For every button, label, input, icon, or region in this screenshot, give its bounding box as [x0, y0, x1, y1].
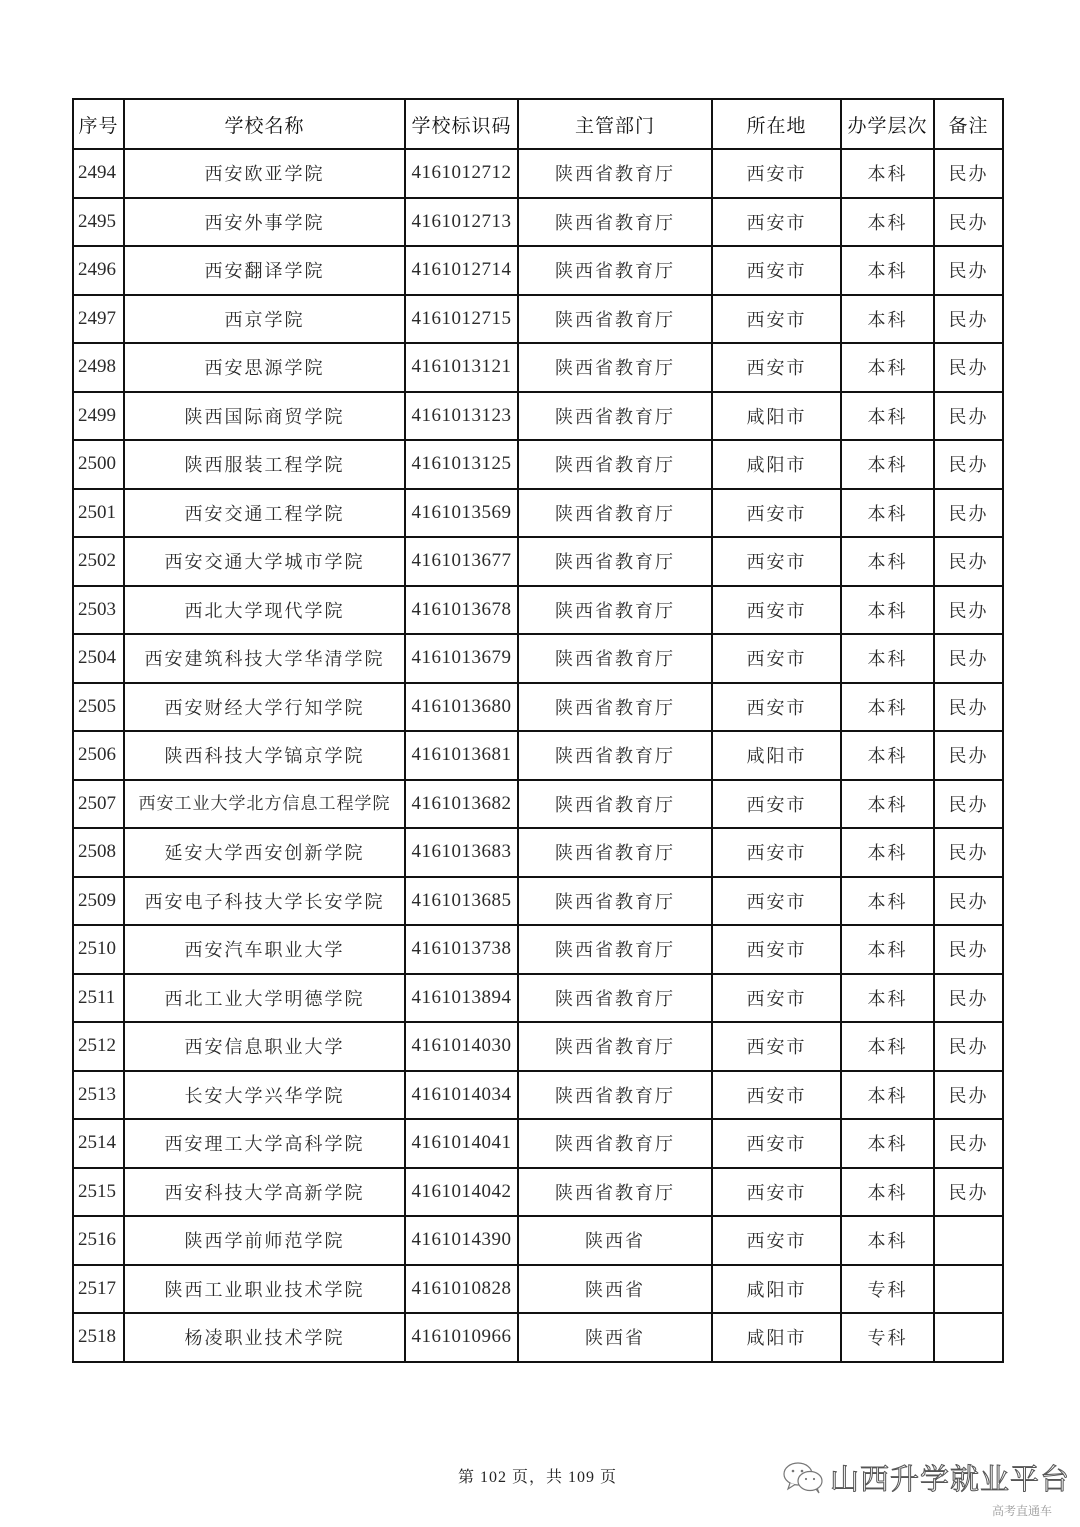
- table-row: [73, 1022, 1003, 1071]
- note-cell: 民办: [934, 343, 1003, 392]
- school-code-cell: 4161013121: [405, 343, 518, 392]
- location-cell: 西安市: [712, 198, 841, 247]
- level-cell: 本科: [841, 246, 934, 295]
- school-code-cell: 4161014030: [405, 1022, 518, 1071]
- seq-cell: 2510: [73, 925, 124, 974]
- table-row: [73, 1313, 1003, 1362]
- school-name-cell: 西安理工大学高科学院: [124, 1119, 405, 1168]
- location-cell: 西安市: [712, 634, 841, 683]
- department-cell: 陕西省教育厅: [518, 489, 712, 538]
- school-code-cell: 4161013738: [405, 925, 518, 974]
- location-cell: 西安市: [712, 489, 841, 538]
- level-cell: 本科: [841, 877, 934, 926]
- school-code-cell: 4161010966: [405, 1313, 518, 1362]
- location-cell: 西安市: [712, 1119, 841, 1168]
- school-code-cell: 4161013123: [405, 392, 518, 441]
- level-cell: 本科: [841, 780, 934, 829]
- note-cell: [934, 1265, 1003, 1314]
- location-cell: 西安市: [712, 828, 841, 877]
- seq-cell: 2512: [73, 1022, 124, 1071]
- seq-cell: 2509: [73, 877, 124, 926]
- school-code-cell: 4161012712: [405, 149, 518, 198]
- school-code-cell: 4161013681: [405, 731, 518, 780]
- seq-cell: 2518: [73, 1313, 124, 1362]
- level-cell: 本科: [841, 537, 934, 586]
- school-name-cell: 西北工业大学明德学院: [124, 974, 405, 1023]
- note-cell: 民办: [934, 634, 1003, 683]
- table-row: [73, 974, 1003, 1023]
- level-cell: 本科: [841, 586, 934, 635]
- school-name-cell: 陕西工业职业技术学院: [124, 1265, 405, 1314]
- header-school-code: 学校标识码: [405, 99, 518, 149]
- department-cell: 陕西省教育厅: [518, 586, 712, 635]
- school-name-cell: 西安交通大学城市学院: [124, 537, 405, 586]
- seq-cell: 2504: [73, 634, 124, 683]
- location-cell: 咸阳市: [712, 440, 841, 489]
- table-row: [73, 489, 1003, 538]
- location-cell: 西安市: [712, 537, 841, 586]
- note-cell: [934, 1313, 1003, 1362]
- school-code-cell: 4161013682: [405, 780, 518, 829]
- department-cell: 陕西省教育厅: [518, 440, 712, 489]
- school-name-cell: 西安建筑科技大学华清学院: [124, 634, 405, 683]
- watermark-subtitle: 高考直通车: [991, 1504, 1052, 1518]
- department-cell: 陕西省教育厅: [518, 780, 712, 829]
- seq-cell: 2503: [73, 586, 124, 635]
- table-row: [73, 1168, 1003, 1217]
- location-cell: 西安市: [712, 877, 841, 926]
- level-cell: 本科: [841, 925, 934, 974]
- school-name-cell: 西安工业大学北方信息工程学院: [124, 780, 405, 829]
- school-name-cell: 西安欧亚学院: [124, 149, 405, 198]
- level-cell: 本科: [841, 392, 934, 441]
- school-code-cell: 4161013677: [405, 537, 518, 586]
- table-row: [73, 440, 1003, 489]
- level-cell: 本科: [841, 634, 934, 683]
- seq-cell: 2507: [73, 780, 124, 829]
- table-row: [73, 537, 1003, 586]
- school-code-cell: 4161014042: [405, 1168, 518, 1217]
- header-department: 主管部门: [518, 99, 712, 149]
- table-row: [73, 343, 1003, 392]
- level-cell: 本科: [841, 295, 934, 344]
- table-body: [73, 149, 1003, 1362]
- school-name-cell: 陕西服装工程学院: [124, 440, 405, 489]
- school-name-cell: 西安电子科技大学长安学院: [124, 877, 405, 926]
- table-row: [73, 1265, 1003, 1314]
- school-name-cell: 长安大学兴华学院: [124, 1071, 405, 1120]
- table-row: [73, 246, 1003, 295]
- department-cell: 陕西省教育厅: [518, 392, 712, 441]
- department-cell: 陕西省: [518, 1216, 712, 1265]
- level-cell: 本科: [841, 198, 934, 247]
- note-cell: 民办: [934, 198, 1003, 247]
- school-code-cell: 4161013685: [405, 877, 518, 926]
- note-cell: 民办: [934, 392, 1003, 441]
- location-cell: 咸阳市: [712, 392, 841, 441]
- school-name-cell: 西安科技大学高新学院: [124, 1168, 405, 1217]
- location-cell: 西安市: [712, 295, 841, 344]
- department-cell: 陕西省教育厅: [518, 1168, 712, 1217]
- note-cell: 民办: [934, 1022, 1003, 1071]
- school-name-cell: 西北大学现代学院: [124, 586, 405, 635]
- seq-cell: 2501: [73, 489, 124, 538]
- level-cell: 本科: [841, 149, 934, 198]
- school-list-table: [72, 98, 1004, 1363]
- department-cell: 陕西省教育厅: [518, 634, 712, 683]
- school-code-cell: 4161014390: [405, 1216, 518, 1265]
- school-name-cell: 杨凌职业技术学院: [124, 1313, 405, 1362]
- note-cell: 民办: [934, 537, 1003, 586]
- school-code-cell: 4161013569: [405, 489, 518, 538]
- seq-cell: 2511: [73, 974, 124, 1023]
- department-cell: 陕西省教育厅: [518, 877, 712, 926]
- seq-cell: 2515: [73, 1168, 124, 1217]
- school-name-cell: 陕西科技大学镐京学院: [124, 731, 405, 780]
- level-cell: 专科: [841, 1265, 934, 1314]
- level-cell: 本科: [841, 828, 934, 877]
- school-code-cell: 4161013678: [405, 586, 518, 635]
- note-cell: 民办: [934, 1168, 1003, 1217]
- page-number: 第 102 页，共 109 页: [458, 1469, 618, 1486]
- location-cell: 西安市: [712, 1168, 841, 1217]
- department-cell: 陕西省教育厅: [518, 974, 712, 1023]
- location-cell: 西安市: [712, 149, 841, 198]
- note-cell: 民办: [934, 295, 1003, 344]
- header-note: 备注: [934, 99, 1003, 149]
- school-name-cell: 陕西国际商贸学院: [124, 392, 405, 441]
- note-cell: 民办: [934, 780, 1003, 829]
- seq-cell: 2494: [73, 149, 124, 198]
- level-cell: 专科: [841, 1313, 934, 1362]
- table-header-row: [73, 99, 1003, 149]
- location-cell: 西安市: [712, 586, 841, 635]
- seq-cell: 2516: [73, 1216, 124, 1265]
- school-code-cell: 4161012715: [405, 295, 518, 344]
- note-cell: 民办: [934, 440, 1003, 489]
- note-cell: 民办: [934, 974, 1003, 1023]
- header-seq: 序号: [73, 99, 124, 149]
- seq-cell: 2505: [73, 683, 124, 732]
- table-row: [73, 828, 1003, 877]
- level-cell: 本科: [841, 683, 934, 732]
- table-row: [73, 586, 1003, 635]
- seq-cell: 2495: [73, 198, 124, 247]
- table-row: [73, 683, 1003, 732]
- header-school-name: 学校名称: [124, 99, 405, 149]
- level-cell: 本科: [841, 1022, 934, 1071]
- school-name-cell: 西安交通工程学院: [124, 489, 405, 538]
- table-row: [73, 198, 1003, 247]
- table-row: [73, 149, 1003, 198]
- seq-cell: 2498: [73, 343, 124, 392]
- department-cell: 陕西省教育厅: [518, 731, 712, 780]
- school-name-cell: 西京学院: [124, 295, 405, 344]
- school-code-cell: 4161010828: [405, 1265, 518, 1314]
- location-cell: 西安市: [712, 343, 841, 392]
- header-level: 办学层次: [841, 99, 934, 149]
- note-cell: 民办: [934, 149, 1003, 198]
- school-code-cell: 4161013894: [405, 974, 518, 1023]
- level-cell: 本科: [841, 440, 934, 489]
- school-code-cell: 4161013680: [405, 683, 518, 732]
- note-cell: 民办: [934, 489, 1003, 538]
- department-cell: 陕西省教育厅: [518, 537, 712, 586]
- seq-cell: 2508: [73, 828, 124, 877]
- school-name-cell: 西安汽车职业大学: [124, 925, 405, 974]
- school-name-cell: 西安财经大学行知学院: [124, 683, 405, 732]
- school-name-cell: 西安信息职业大学: [124, 1022, 405, 1071]
- level-cell: 本科: [841, 731, 934, 780]
- school-code-cell: 4161012713: [405, 198, 518, 247]
- level-cell: 本科: [841, 343, 934, 392]
- department-cell: 陕西省教育厅: [518, 295, 712, 344]
- department-cell: 陕西省教育厅: [518, 198, 712, 247]
- location-cell: 咸阳市: [712, 1313, 841, 1362]
- school-code-cell: 4161013679: [405, 634, 518, 683]
- department-cell: 陕西省教育厅: [518, 246, 712, 295]
- level-cell: 本科: [841, 1119, 934, 1168]
- school-code-cell: 4161013683: [405, 828, 518, 877]
- seq-cell: 2506: [73, 731, 124, 780]
- table-row: [73, 1071, 1003, 1120]
- seq-cell: 2513: [73, 1071, 124, 1120]
- table-row: [73, 392, 1003, 441]
- school-name-cell: 陕西学前师范学院: [124, 1216, 405, 1265]
- location-cell: 西安市: [712, 1071, 841, 1120]
- location-cell: 西安市: [712, 1216, 841, 1265]
- school-name-cell: 西安外事学院: [124, 198, 405, 247]
- table-row: [73, 634, 1003, 683]
- table-row: [73, 925, 1003, 974]
- level-cell: 本科: [841, 1216, 934, 1265]
- department-cell: 陕西省: [518, 1313, 712, 1362]
- seq-cell: 2499: [73, 392, 124, 441]
- note-cell: 民办: [934, 877, 1003, 926]
- table-row: [73, 295, 1003, 344]
- table-row: [73, 877, 1003, 926]
- note-cell: 民办: [934, 683, 1003, 732]
- note-cell: 民办: [934, 925, 1003, 974]
- location-cell: 西安市: [712, 246, 841, 295]
- department-cell: 陕西省教育厅: [518, 343, 712, 392]
- seq-cell: 2500: [73, 440, 124, 489]
- note-cell: 民办: [934, 828, 1003, 877]
- table-row: [73, 1216, 1003, 1265]
- department-cell: 陕西省教育厅: [518, 1119, 712, 1168]
- level-cell: 本科: [841, 1071, 934, 1120]
- school-code-cell: 4161013125: [405, 440, 518, 489]
- note-cell: 民办: [934, 1071, 1003, 1120]
- department-cell: 陕西省教育厅: [518, 925, 712, 974]
- school-name-cell: 延安大学西安创新学院: [124, 828, 405, 877]
- location-cell: 西安市: [712, 683, 841, 732]
- department-cell: 陕西省教育厅: [518, 1022, 712, 1071]
- location-cell: 西安市: [712, 780, 841, 829]
- table-row: [73, 1119, 1003, 1168]
- location-cell: 西安市: [712, 974, 841, 1023]
- seq-cell: 2496: [73, 246, 124, 295]
- note-cell: [934, 1216, 1003, 1265]
- note-cell: 民办: [934, 731, 1003, 780]
- location-cell: 咸阳市: [712, 1265, 841, 1314]
- location-cell: 咸阳市: [712, 731, 841, 780]
- table-row: [73, 780, 1003, 829]
- school-name-cell: 西安思源学院: [124, 343, 405, 392]
- school-name-cell: 西安翻译学院: [124, 246, 405, 295]
- location-cell: 西安市: [712, 925, 841, 974]
- department-cell: 陕西省教育厅: [518, 828, 712, 877]
- department-cell: 陕西省教育厅: [518, 1071, 712, 1120]
- school-code-cell: 4161014041: [405, 1119, 518, 1168]
- watermark-title: 山西升学就业平台: [830, 1462, 1071, 1496]
- school-code-cell: 4161012714: [405, 246, 518, 295]
- department-cell: 陕西省教育厅: [518, 683, 712, 732]
- seq-cell: 2502: [73, 537, 124, 586]
- note-cell: 民办: [934, 246, 1003, 295]
- location-cell: 西安市: [712, 1022, 841, 1071]
- note-cell: 民办: [934, 586, 1003, 635]
- table-row: [73, 731, 1003, 780]
- department-cell: 陕西省教育厅: [518, 149, 712, 198]
- level-cell: 本科: [841, 974, 934, 1023]
- seq-cell: 2497: [73, 295, 124, 344]
- school-code-cell: 4161014034: [405, 1071, 518, 1120]
- header-location: 所在地: [712, 99, 841, 149]
- department-cell: 陕西省: [518, 1265, 712, 1314]
- level-cell: 本科: [841, 489, 934, 538]
- watermark: [780, 1455, 1080, 1525]
- note-cell: 民办: [934, 1119, 1003, 1168]
- level-cell: 本科: [841, 1168, 934, 1217]
- seq-cell: 2517: [73, 1265, 124, 1314]
- seq-cell: 2514: [73, 1119, 124, 1168]
- wechat-icon: [782, 1461, 826, 1495]
